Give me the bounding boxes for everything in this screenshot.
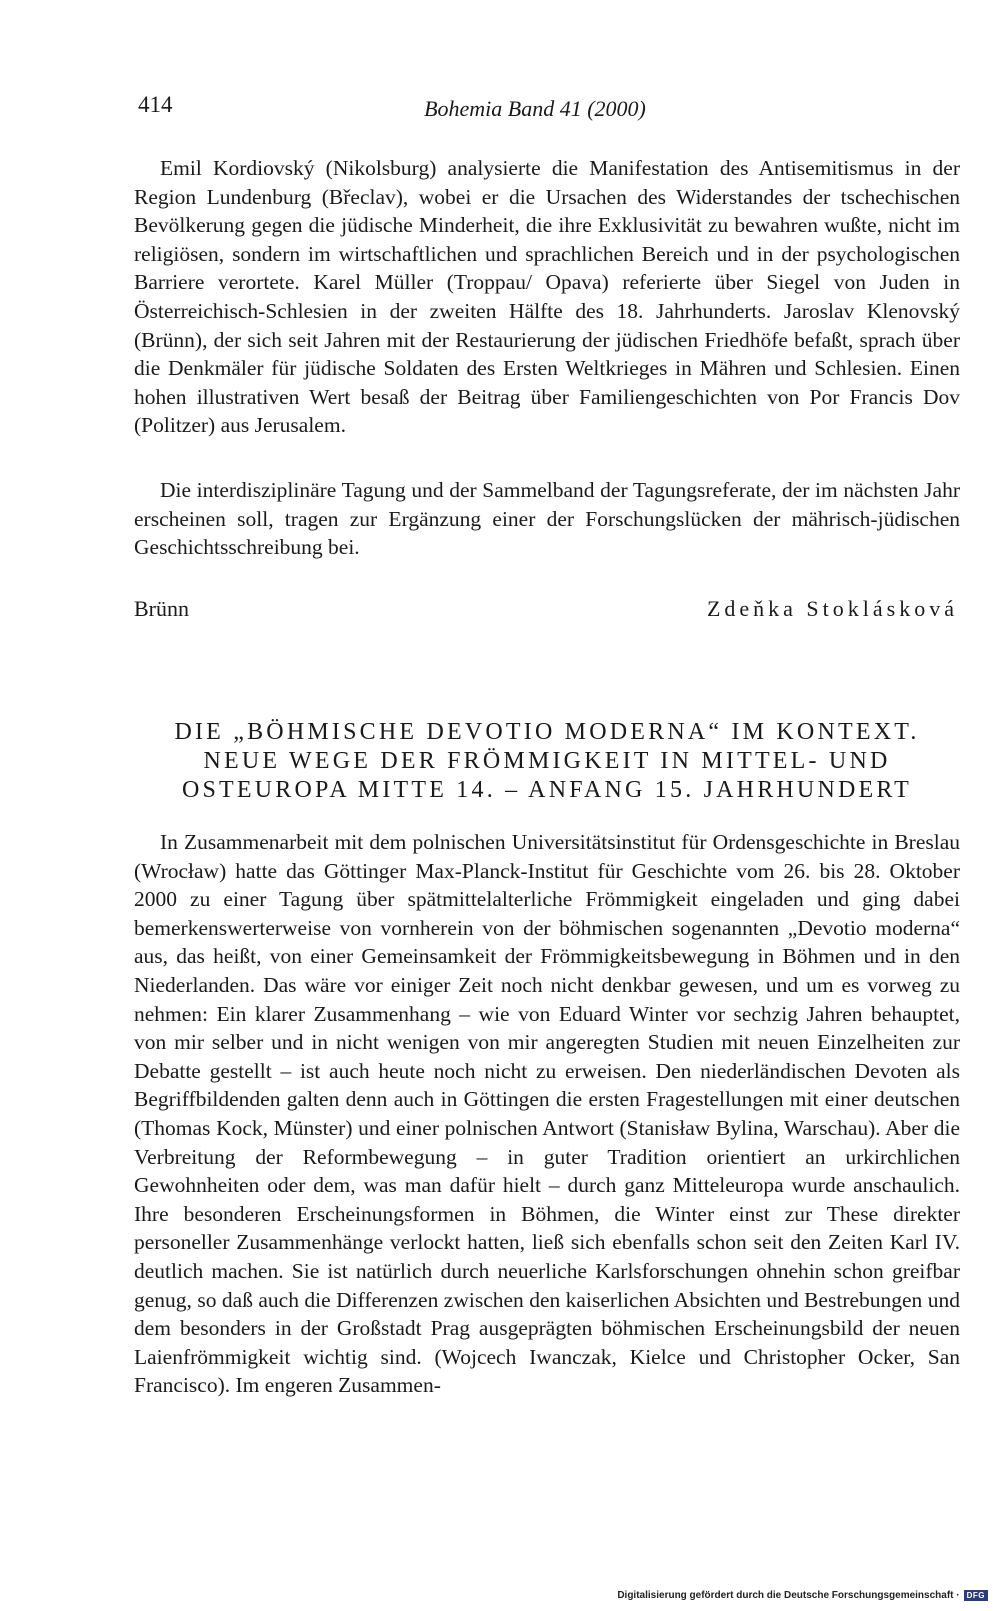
section-title [134, 718, 960, 805]
title-line: NEUE WEGE DER FRÖMMIGKEIT IN MITTEL- UND [203, 748, 891, 774]
page-number: 414 [138, 92, 173, 117]
report1-closing [134, 476, 960, 562]
report2-body [134, 828, 960, 1400]
signature-author: Zdeňka Stoklásková [706, 596, 958, 621]
paragraph: Emil Kordiovský (Nikolsburg) analysierte die Manifestation des Antisemitismus in der Region Lundenburg (Břeclav), wobei er die Ursachen des Widerstandes der tschechischen Bevölkerung gegen die jüdische Minderheit, die ihre Exklusivität zu bewahren wußte, nicht im religiösen, sondern im wirtschaftlichen und sprachlichen Bereich und in der psychologischen Barriere verortete. Karel Müller (Troppau/ Opava) referierte über Siegel von Juden in Österreichisch-Schlesien in der zweiten Hälfte des 18. Jahrhunderts. Jaroslav Klenovský (Brünn), der sich seit Jahren mit der Restaurierung der jüdischen Friedhöfe befaßt, sprach über die Denkmäler für jüdische Soldaten des Ersten Weltkrieges in Mähren und Schlesien. Einen hohen illustrativen Wert besaß der Beitrag über Familiengeschichten von Por Francis Dov (Politzer) aus Jerusalem. [134, 156, 960, 438]
title-line: DIE „BÖHMISCHE DEVOTIO MODERNA“ IM KONTEXT. [174, 719, 920, 745]
running-title: Bohemia Band 41 (2000) [424, 96, 646, 121]
dfg-logo: DFG [964, 1590, 988, 1601]
report1-body [134, 154, 960, 440]
credit-text: Digitalisierung gefördert durch die Deutsche Forschungsgemeinschaft · [617, 1590, 960, 1601]
signature-place: Brünn [134, 596, 189, 621]
digitization-credit [617, 1590, 988, 1601]
paragraph: In Zusammenarbeit mit dem polnischen Universitätsinstitut für Ordensgeschichte in Breslau (Wrocław) hatte das Göttinger Max-Planck-Institut für Geschichte vom 26. bis 28. Oktober 2000 zu einer Tagung über spätmittelalterliche Frömmigkeit eingeladen und ging dabei bemerkenswerterweise von vornherein von der böhmischen sogenannten „Devotio moderna“ aus, das heißt, von einer Gemeinsamkeit der Frömmigkeitsbewegung in Böhmen und in den Niederlanden. Das wäre vor einiger Zeit noch nicht denkbar gewesen, und um es vorweg zu nehmen: Ein klarer Zusammenhang – wie von Eduard Winter vor sechzig Jahren behauptet, von mir selber und in nicht wenigen von mir angeregten Studien mit neuen Einzelheiten zur Debatte gestellt – ist auch heute noch nicht zu erweisen. Den niederländischen Devoten als Begriffbildenden galten denn auch in Göttingen die ersten Fragestellungen mit einer deutschen (Thomas Kock, Münster) und einer polnischen Antwort (Stanisław Bylina, Warschau). Aber die Verbreitung der Reformbewegung – in guter Tradition orientiert an urkirchlichen Gewohnheiten oder dem, was man dafür hielt – durch ganz Mitteleuropa wurde anschaulich. Ihre besonderen Erscheinungsformen in Böhmen, die Winter einst zur These direkter personeller Zusammenhänge verlockt hatten, ließ sich ebenfalls schon seit den Zeiten Karl IV. deutlich machen. Sie ist natürlich durch neuerliche Karlsforschungen ohnehin schon greifbar genug, so daß auch die Differenzen zwischen den kaiserlichen Absichten und Bestrebungen und dem besonders in der Großstadt Prag ausgeprägten böhmischen Erscheinungsbild der neuen Laienfrömmigkeit wichtig sind. (Wojcech Iwanczak, Kielce und Christopher Ocker, San Francisco). Im engeren Zusammen- [134, 830, 960, 1398]
paragraph: Die interdisziplinäre Tagung und der Sammelband der Tagungsreferate, der im nächsten Jahr erscheinen soll, tragen zur Ergänzung einer der Forschungslücken der mährisch-jüdischen Geschichtsschreibung bei. [134, 478, 960, 560]
title-line: OSTEUROPA MITTE 14. – ANFANG 15. JAHRHUNDERT [181, 777, 913, 803]
